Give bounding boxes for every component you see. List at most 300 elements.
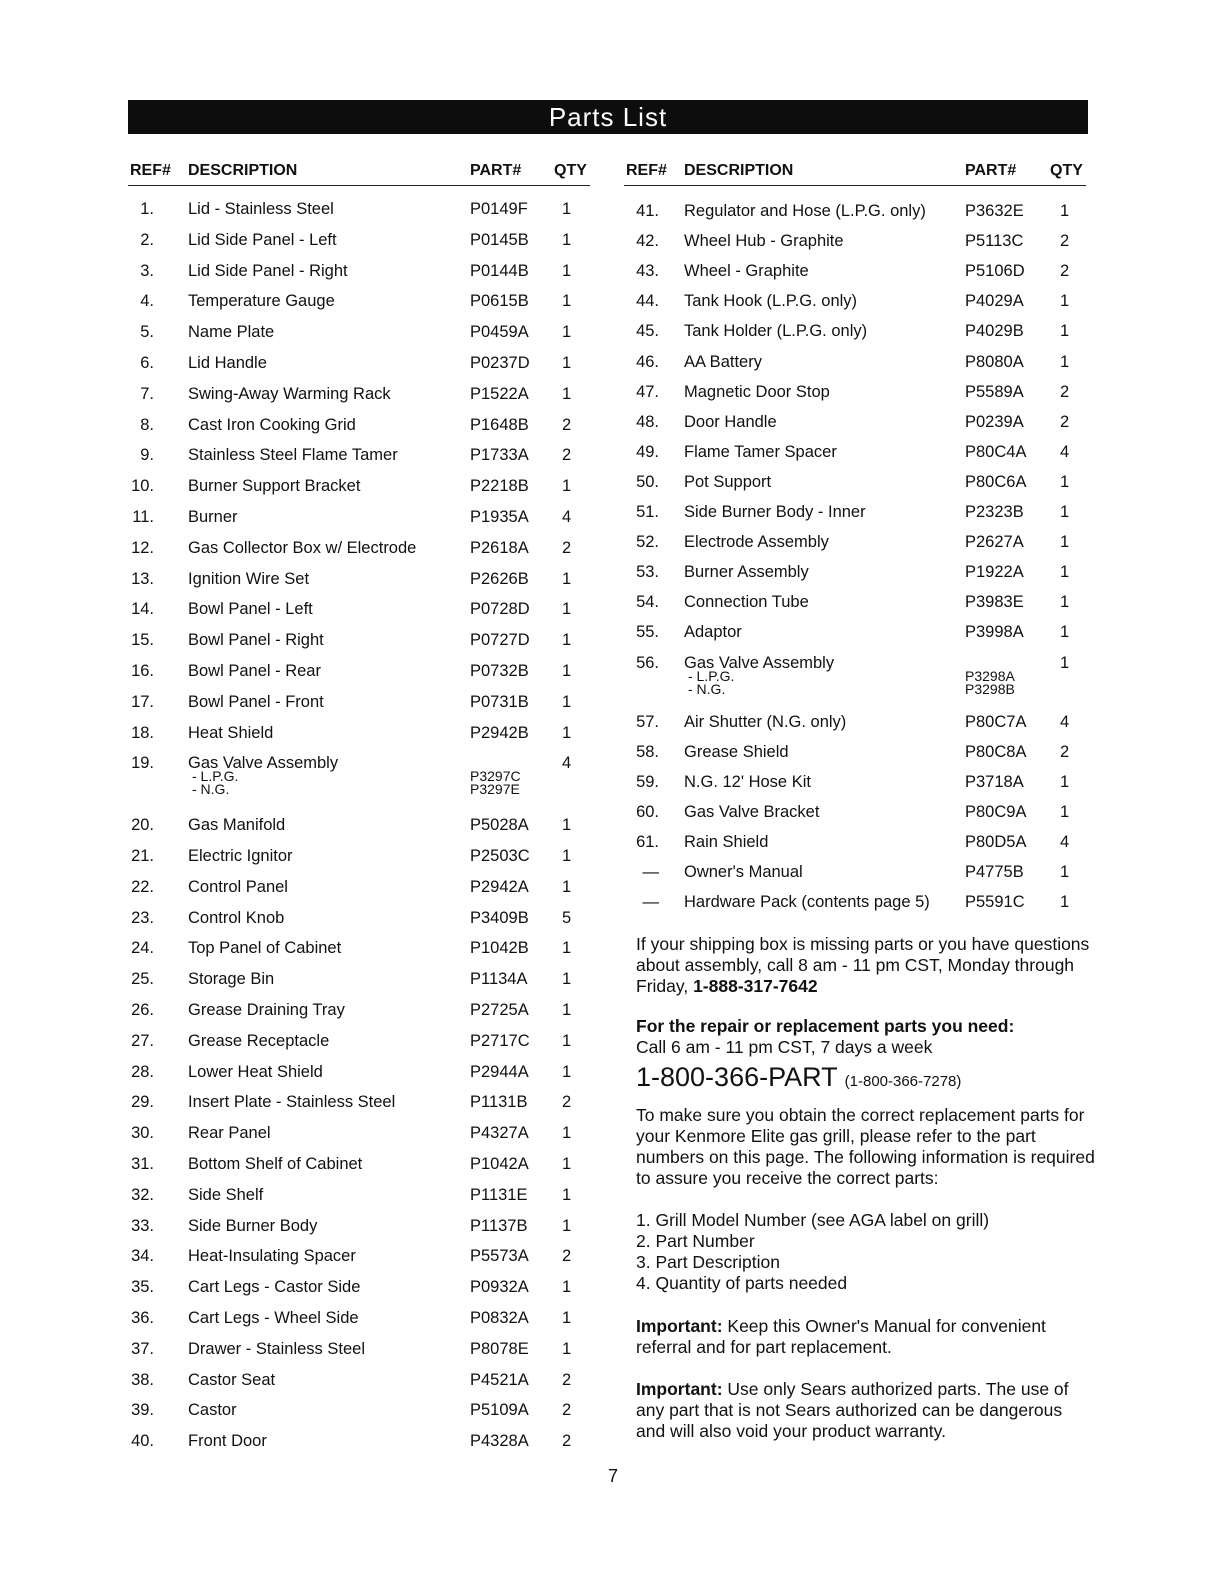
part-number: P2717C [470, 1031, 530, 1050]
shipping-text: If your shipping box is missing parts or you have questions about assembly, call 8 am - 11 pm CST, Monday through Friday, [636, 934, 1090, 996]
quantity: 1 [562, 970, 572, 989]
part-description: Name Plate [188, 323, 275, 342]
quantity: 1 [562, 692, 572, 711]
part-number: P1922A [965, 563, 1024, 582]
part-description: Cast Iron Cooking Grid [188, 415, 356, 434]
quantity: 2 [1060, 382, 1070, 401]
part-number: P5591C [965, 893, 1025, 912]
page-number: 7 [608, 1466, 619, 1486]
quantity: 1 [562, 323, 572, 342]
part-number: P5106D [965, 262, 1025, 281]
ref-number: 50. [636, 472, 659, 491]
part-description: Storage Bin [188, 970, 275, 989]
table-row [0, 801, 1211, 823]
part-description: Gas Manifold [188, 816, 286, 835]
ref-number: 38. [131, 1370, 154, 1389]
part-number: P4327A [470, 1124, 529, 1143]
ref-number: 15. [131, 631, 154, 650]
table-row [0, 351, 1211, 373]
quantity: 1 [562, 723, 572, 742]
ref-number: 20. [131, 816, 154, 835]
ref-number: 57. [636, 712, 659, 731]
part-description: Tank Holder (L.P.G. only) [684, 322, 868, 341]
quantity: 1 [562, 1124, 572, 1143]
repair-hours: Call 6 am - 11 pm CST, 7 days a week [636, 1037, 933, 1057]
header-qty: QTY [1050, 162, 1083, 179]
part-number: P5573A [470, 1247, 529, 1266]
part-number: P80C7A [965, 712, 1027, 731]
part-description: Bowl Panel - Right [188, 631, 324, 650]
part-number: P5109A [470, 1401, 529, 1420]
ref-number: 34. [131, 1247, 154, 1266]
part-description: Pot Support [684, 472, 772, 491]
table-row [0, 741, 1211, 763]
quantity: 4 [1060, 712, 1070, 731]
table-row [0, 230, 1211, 252]
part-number: P4029B [965, 322, 1024, 341]
part-number: P80C4A [965, 442, 1027, 461]
part-description: N.G. 12' Hose Kit [684, 772, 811, 791]
quantity: 1 [562, 600, 572, 619]
part-description: Gas Valve Assembly [684, 653, 835, 672]
quantity: 5 [562, 908, 572, 927]
sub-variant-label: - N.G. [688, 680, 726, 697]
part-description: Stainless Steel Flame Tamer [188, 446, 398, 465]
ref-number: 6. [140, 354, 154, 372]
ref-number: 27. [131, 1031, 154, 1050]
part-description: Owner's Manual [684, 863, 803, 882]
part-number: P8080A [965, 352, 1024, 371]
quantity: 2 [1060, 232, 1070, 251]
quantity: 1 [1060, 292, 1070, 311]
quantity: 1 [562, 569, 572, 588]
quantity: 1 [562, 1001, 572, 1019]
table-row [0, 320, 1211, 342]
part-number: P0832A [470, 1309, 529, 1327]
part-description: Connection Tube [684, 593, 809, 612]
quantity: 1 [562, 200, 572, 218]
part-description: Burner [188, 508, 238, 526]
ref-number: 1. [140, 200, 154, 218]
quantity: 1 [562, 1155, 572, 1173]
ref-number: 2. [140, 230, 154, 249]
quantity: 1 [1060, 623, 1070, 642]
requirement-item: 4. Quantity of parts needed [636, 1273, 848, 1293]
ref-number: 59. [636, 772, 659, 791]
quantity: 2 [1060, 262, 1070, 281]
part-number: P2626B [470, 569, 529, 588]
part-number: P2503C [470, 847, 530, 865]
table-row [0, 861, 1211, 883]
header-part: PART# [965, 162, 1017, 179]
quantity: 1 [562, 847, 572, 865]
ref-number: 53. [636, 563, 659, 582]
part-description: Side Burner Body [188, 1216, 318, 1235]
part-number: P1134A [470, 970, 528, 989]
part-number: P2218B [470, 477, 529, 496]
repair-heading [636, 1016, 1096, 1037]
part-description: AA Battery [684, 352, 762, 371]
part-description: Heat-Insulating Spacer [188, 1247, 356, 1266]
header-underline-left [128, 185, 590, 186]
header-ref: REF# [130, 162, 171, 179]
part-description: Side Shelf [188, 1185, 264, 1204]
part-number: P1733A [470, 446, 529, 465]
part-number: P4521A [470, 1370, 529, 1389]
quantity: 1 [1060, 863, 1070, 882]
part-description: Magnetic Door Stop [684, 382, 830, 401]
part-number: P0728D [470, 600, 530, 619]
quantity: 1 [562, 1309, 572, 1327]
part-description: Burner Assembly [684, 563, 809, 582]
part-number: P1935A [470, 508, 529, 526]
important-text-1: Keep this Owner's Manual for convenient referral and for part replacement. [636, 1316, 1046, 1357]
ref-number: 12. [131, 538, 154, 557]
part-description: Castor Seat [188, 1370, 276, 1389]
quantity: 1 [562, 354, 572, 372]
ref-number: 33. [131, 1216, 154, 1235]
part-description: Air Shutter (N.G. only) [684, 712, 847, 731]
obtain-text: To make sure you obtain the correct replacement parts for your Kenmore Elite gas grill, please refer to the part numbers on this page. The following information is required to assure you receive the correct parts: [636, 1105, 1095, 1188]
ref-number: 13. [131, 569, 154, 588]
ref-number: 51. [636, 503, 659, 521]
part-number: P2323B [965, 503, 1024, 521]
part-description: Gas Valve Bracket [684, 802, 820, 821]
part-description: Lid Side Panel - Right [188, 261, 348, 280]
part-description: Control Knob [188, 908, 285, 927]
part-description: Bowl Panel - Front [188, 692, 324, 711]
quantity: 1 [562, 230, 572, 249]
part-description: Electric Ignitor [188, 847, 293, 865]
header-qty: QTY [554, 162, 587, 179]
table-row [0, 441, 1211, 463]
part-number: P80C6A [965, 472, 1027, 491]
ref-number: 19. [131, 754, 154, 773]
part-number: P2944A [470, 1062, 529, 1081]
quantity: 1 [1060, 322, 1070, 341]
table-row [0, 1061, 1211, 1083]
table-row [0, 411, 1211, 433]
ref-number: 32. [131, 1185, 154, 1204]
part-number: P5113C [965, 232, 1024, 251]
quantity: 1 [562, 631, 572, 650]
quantity: 1 [562, 292, 572, 311]
part-number: P3632E [965, 202, 1024, 220]
part-number: P0731B [470, 692, 529, 711]
quantity: 4 [1060, 442, 1070, 461]
ref-number: 16. [131, 662, 154, 680]
part-number: P0459A [470, 323, 529, 342]
quantity: 1 [562, 877, 572, 896]
ref-number: 4. [140, 292, 154, 311]
ref-number: 5. [140, 323, 154, 342]
part-number: P0237D [470, 354, 530, 372]
quantity: 2 [562, 538, 572, 557]
part-number: P1137B [470, 1216, 528, 1235]
ref-number: 54. [636, 593, 659, 612]
quantity: 1 [1060, 352, 1070, 371]
quantity: 1 [1060, 772, 1070, 791]
quantity: 2 [562, 1093, 572, 1112]
part-description: Ignition Wire Set [188, 569, 310, 588]
part-number: P3718A [965, 772, 1024, 791]
requirement-item: 1. Grill Model Number (see AGA label on grill) [636, 1210, 990, 1230]
header-part: PART# [470, 162, 522, 179]
quantity: 2 [1060, 742, 1070, 761]
part-description: Grease Shield [684, 742, 789, 761]
part-number: P1042A [470, 1155, 529, 1173]
important-text-2: Use only Sears authorized parts. The use of any part that is not Sears authorized can be dangerous and will also void your product warranty. [636, 1379, 1069, 1441]
header-description: DESCRIPTION [188, 162, 298, 179]
table-row [0, 260, 1211, 282]
sub-variant-label: - N.G. [192, 781, 230, 798]
part-number: P2627A [965, 533, 1024, 552]
part-number: P3409B [470, 908, 529, 927]
header-description: DESCRIPTION [684, 162, 794, 179]
ref-number: 22. [131, 877, 154, 896]
header-underline-right [624, 185, 1086, 186]
ref-number: 36. [131, 1309, 154, 1327]
part-description: Cart Legs - Wheel Side [188, 1309, 359, 1327]
ref-number: 60. [636, 802, 659, 821]
ref-number: 39. [131, 1401, 154, 1420]
quantity: 2 [562, 1432, 572, 1451]
part-number: P1131E [470, 1185, 528, 1204]
part-description: Insert Plate - Stainless Steel [188, 1093, 396, 1112]
repair-phone-numeric: (1-800-366-7278) [844, 1073, 962, 1090]
table-row [0, 591, 1211, 613]
ref-number: 28. [131, 1062, 154, 1081]
requirement-item: 2. Part Number [636, 1231, 755, 1251]
sub-variant-part-number: P3297E [470, 781, 520, 798]
quantity: 1 [562, 1031, 572, 1050]
part-number: P0239A [965, 412, 1024, 431]
sub-variant-label: - L.P.G. [192, 768, 239, 785]
ref-number: 7. [140, 384, 154, 403]
ref-number: 42. [636, 232, 659, 251]
part-description: Cart Legs - Castor Side [188, 1278, 361, 1297]
quantity: 1 [562, 1185, 572, 1204]
ref-number: 24. [131, 939, 154, 958]
ref-number: — [642, 893, 659, 912]
ref-number: 17. [131, 692, 154, 711]
ref-number: 43. [636, 262, 659, 281]
shipping-phone: 1-888-317-7642 [693, 976, 818, 996]
part-number: P0727D [470, 631, 530, 650]
quantity: 1 [562, 261, 572, 280]
ref-number: 56. [636, 653, 659, 672]
part-description: Lid - Stainless Steel [188, 200, 334, 218]
ref-number: 14. [131, 600, 154, 619]
ref-number: 26. [131, 1001, 154, 1019]
part-number: P4328A [470, 1432, 529, 1451]
table-row [0, 711, 1211, 733]
quantity: 1 [562, 1216, 572, 1235]
quantity: 1 [562, 662, 572, 680]
part-description: Castor [188, 1401, 237, 1420]
part-description: Electrode Assembly [684, 533, 829, 552]
ref-number: — [642, 863, 659, 882]
part-description: Heat Shield [188, 723, 274, 742]
ref-number: 10. [131, 477, 154, 496]
quantity: 1 [562, 384, 572, 403]
quantity: 1 [562, 1062, 572, 1081]
part-number: P80C9A [965, 802, 1027, 821]
sub-variant-part-number: P3297C [470, 768, 521, 785]
sub-variant-label: - L.P.G. [688, 667, 735, 684]
table-row [0, 200, 1211, 222]
shipping-note [636, 934, 1096, 997]
ref-number: 21. [131, 847, 154, 865]
table-row [0, 381, 1211, 403]
table-row [0, 531, 1211, 553]
part-number: P3998A [965, 623, 1024, 642]
part-description: Temperature Gauge [188, 292, 335, 311]
ref-number: 23. [131, 908, 154, 927]
ref-number: 55. [636, 623, 659, 642]
ref-number: 44. [636, 292, 659, 311]
ref-number: 35. [131, 1278, 154, 1297]
ref-number: 47. [636, 382, 659, 401]
ref-number: 8. [140, 415, 154, 434]
quantity: 2 [562, 1401, 572, 1420]
part-number: P2725A [470, 1001, 529, 1019]
part-number: P4029A [965, 292, 1024, 311]
quantity: 1 [1060, 593, 1070, 612]
ref-number: 41. [636, 202, 659, 220]
table-row [0, 831, 1211, 853]
part-number: P0149F [470, 200, 528, 218]
ref-number: 58. [636, 742, 659, 761]
part-number: P1131B [470, 1093, 528, 1112]
part-description: Grease Receptacle [188, 1031, 330, 1050]
part-description: Front Door [188, 1432, 267, 1451]
quantity: 1 [1060, 472, 1070, 491]
table-row [0, 621, 1211, 643]
ref-number: 61. [636, 833, 659, 851]
part-number: P80D5A [965, 833, 1027, 851]
part-description: Rear Panel [188, 1124, 271, 1143]
quantity: 1 [1060, 802, 1070, 821]
quantity: 1 [562, 1339, 572, 1358]
part-description: Swing-Away Warming Rack [188, 384, 391, 403]
quantity: 1 [1060, 202, 1070, 220]
important-note-1 [636, 1316, 1096, 1358]
quantity: 1 [562, 477, 572, 496]
part-number: P1042B [470, 939, 529, 958]
ref-number: 31. [131, 1155, 154, 1173]
part-number: P3983E [965, 593, 1024, 612]
part-number: P0615B [470, 292, 529, 311]
part-description: Burner Support Bracket [188, 477, 361, 496]
part-description: Lid Side Panel - Left [188, 230, 337, 249]
table-row [0, 691, 1211, 713]
quantity: 1 [562, 939, 572, 958]
part-description: Grease Draining Tray [188, 1001, 345, 1019]
repair-phone [636, 1062, 961, 1093]
repair-heading-text: For the repair or replacement parts you need: [636, 1016, 1015, 1036]
part-description: Lower Heat Shield [188, 1062, 323, 1081]
part-number: P2618A [470, 538, 529, 557]
quantity: 1 [1060, 893, 1070, 912]
table-row [0, 471, 1211, 493]
table-row [0, 768, 1211, 793]
part-description: Tank Hook (L.P.G. only) [684, 292, 858, 311]
part-number: P0732B [470, 662, 529, 680]
page-title: Parts List [128, 100, 1088, 134]
part-number: P2942A [470, 877, 529, 896]
part-number: P0145B [470, 230, 529, 249]
part-description: Flame Tamer Spacer [684, 442, 837, 461]
requirements-list [636, 1210, 1096, 1294]
part-description: Rain Shield [684, 833, 769, 851]
quantity: 2 [562, 415, 572, 434]
part-description: Bowl Panel - Rear [188, 662, 321, 680]
ref-number: 48. [636, 412, 659, 431]
sub-variant-part-number: P3298A [965, 667, 1015, 684]
table-row [0, 891, 1211, 913]
part-number: P5028A [470, 816, 529, 835]
quantity: 1 [562, 1278, 572, 1297]
part-number: P5589A [965, 382, 1024, 401]
part-description: Wheel Hub - Graphite [684, 232, 844, 251]
part-number: P1522A [470, 384, 529, 403]
important-note-2 [636, 1379, 1096, 1442]
ref-number: 30. [131, 1124, 154, 1143]
part-description: Lid Handle [188, 354, 267, 372]
ref-number: 18. [131, 723, 154, 742]
part-description: Side Burner Body - Inner [684, 503, 866, 521]
part-number: P0144B [470, 261, 529, 280]
part-description: Adaptor [684, 623, 742, 642]
quantity: 2 [1060, 412, 1070, 431]
ref-number: 3. [140, 261, 154, 280]
table-row [0, 561, 1211, 583]
part-number: P4775B [965, 863, 1024, 882]
ref-number: 40. [131, 1432, 154, 1451]
ref-number: 9. [140, 446, 154, 465]
quantity: 2 [562, 1247, 572, 1266]
part-description: Bottom Shelf of Cabinet [188, 1155, 363, 1173]
ref-number: 11. [132, 508, 154, 526]
part-number: P1648B [470, 415, 529, 434]
quantity: 1 [1060, 503, 1070, 521]
quantity: 4 [562, 754, 572, 773]
ref-number: 45. [636, 322, 659, 341]
header-ref: REF# [626, 162, 667, 179]
important-label: Important: [636, 1379, 723, 1399]
quantity: 4 [562, 508, 572, 526]
requirement-item: 3. Part Description [636, 1252, 780, 1272]
ref-number: 25. [131, 970, 154, 989]
part-description: Bowl Panel - Left [188, 600, 313, 619]
part-description: Drawer - Stainless Steel [188, 1339, 365, 1358]
part-description: Gas Collector Box w/ Electrode [188, 538, 417, 557]
quantity: 1 [1060, 533, 1070, 552]
quantity: 2 [562, 446, 572, 465]
ref-number: 29. [131, 1093, 154, 1112]
table-row [0, 652, 1211, 674]
table-row [0, 501, 1211, 523]
part-description: Control Panel [188, 877, 288, 896]
table-row [0, 290, 1211, 312]
part-description: Door Handle [684, 412, 777, 431]
quantity: 1 [1060, 563, 1070, 582]
part-description: Regulator and Hose (L.P.G. only) [684, 202, 926, 220]
part-number: P8078E [470, 1339, 529, 1358]
part-description: Hardware Pack (contents page 5) [684, 893, 930, 912]
part-number: P0932A [470, 1278, 529, 1297]
